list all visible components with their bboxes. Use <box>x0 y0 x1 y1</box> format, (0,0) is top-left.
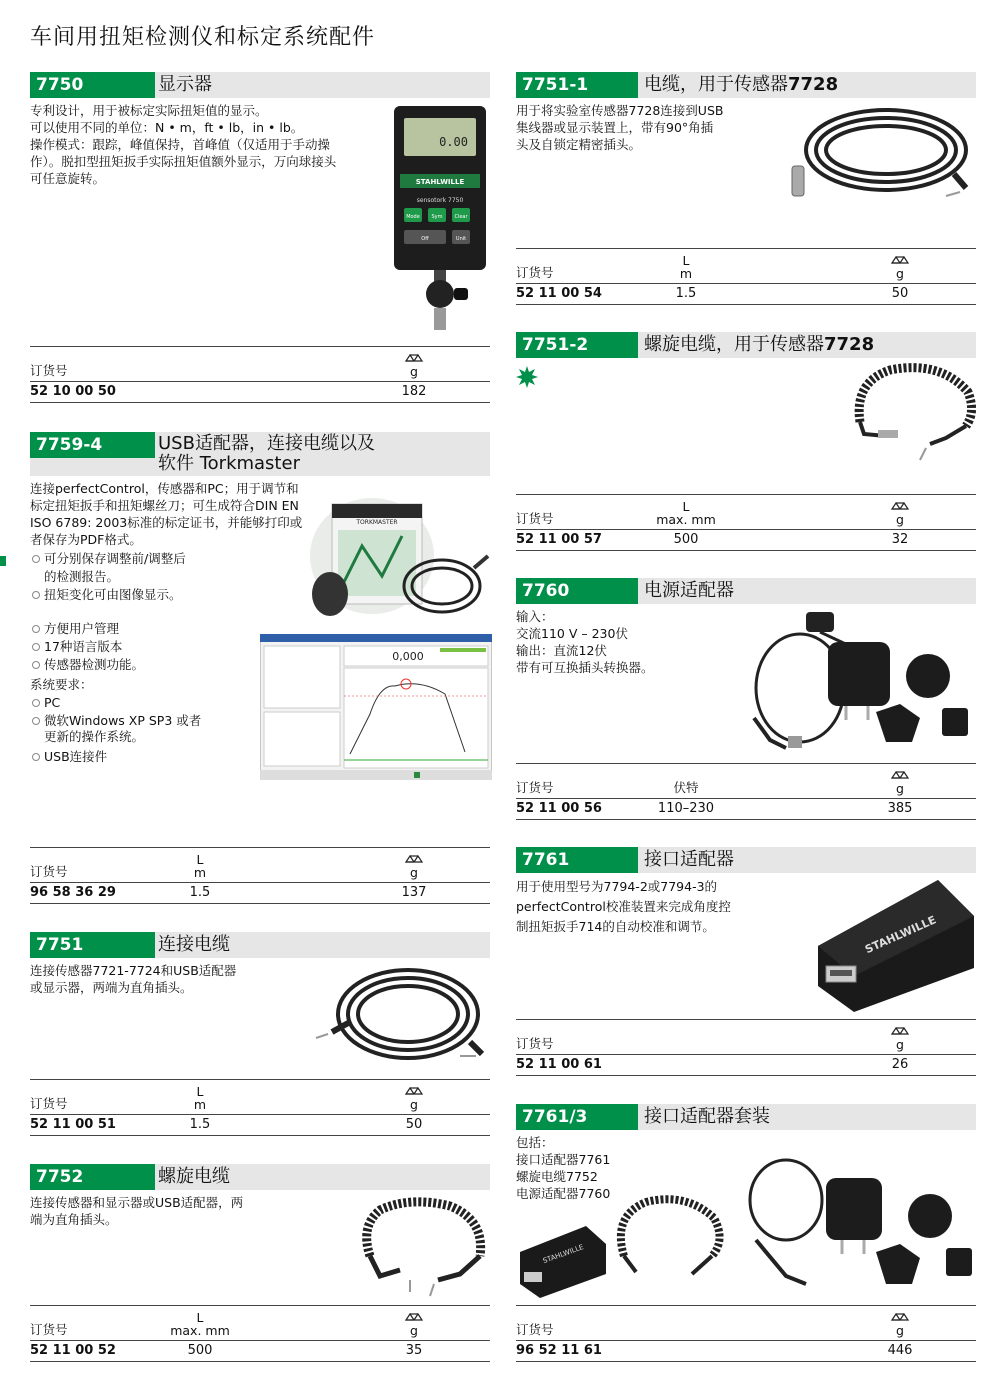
svg-text:Mode: Mode <box>406 214 420 220</box>
unit-g: g <box>896 1037 904 1052</box>
coiled-cable-image <box>350 1196 492 1304</box>
weight-value: 446 <box>887 1343 913 1358</box>
length-value: 500 <box>187 1343 213 1358</box>
product-description: 连接传感器和显示器或USB适配器，两 端为直角插头。 <box>30 1195 244 1227</box>
order-number: 52 11 00 54 <box>516 286 602 301</box>
adapter-brand: STAHLWILLE <box>863 913 939 957</box>
unit-g: g <box>896 512 904 527</box>
weight-value: 50 <box>891 286 909 301</box>
col-length-label: L <box>196 1310 204 1325</box>
new-badge-icon <box>516 366 538 392</box>
product-header <box>30 72 490 98</box>
order-number: 52 10 00 50 <box>30 384 116 399</box>
product-title: 电源适配器 <box>644 580 734 601</box>
order-table-7751-1 <box>516 248 976 305</box>
product-code: 7750 <box>30 72 155 98</box>
adapter-kit-image <box>516 1156 976 1304</box>
svg-text:TORKMASTER: TORKMASTER <box>356 519 398 526</box>
display-device-image <box>392 104 488 344</box>
order-label: 订货号 <box>30 363 68 378</box>
unit-g: g <box>410 865 418 880</box>
product-title: 电缆，用于传感器7728 <box>644 74 839 95</box>
order-number: 52 11 00 52 <box>30 1343 116 1358</box>
order-table-7752 <box>30 1305 490 1362</box>
device-model: sensotork 7750 <box>416 197 464 204</box>
unit-max-mm: max. mm <box>170 1323 230 1338</box>
product-title: 接口适配器套装 <box>644 1106 770 1127</box>
sysreq-list: PC 微软Windows XP SP3 或者 更新的操作系统。 USB连接件 <box>30 694 490 766</box>
unit-g: g <box>896 1323 904 1338</box>
length-value: 500 <box>673 532 699 547</box>
product-header <box>30 1164 490 1190</box>
product-header <box>516 578 976 604</box>
order-label: 订货号 <box>516 780 554 795</box>
product-header <box>516 332 976 358</box>
order-number: 52 11 00 61 <box>516 1057 602 1072</box>
product-title: USB适配器，连接电缆以及 软件 Torkmaster <box>158 433 375 474</box>
product-header <box>30 432 490 476</box>
order-table-7760 <box>516 763 976 820</box>
weight-value: 182 <box>401 384 427 399</box>
sensor-cable-image <box>786 104 976 218</box>
order-table-7750 <box>30 346 490 403</box>
product-title: 螺旋电缆 <box>158 1166 230 1187</box>
unit-g: g <box>410 1097 418 1112</box>
order-table-7751 <box>30 1079 490 1136</box>
svg-text:STAHLWILLE: STAHLWILLE <box>541 1243 585 1266</box>
order-table-7751-2 <box>516 494 976 551</box>
product-code: 7752 <box>30 1164 155 1190</box>
product-code: 7751-1 <box>516 72 638 98</box>
unit-max-mm: max. mm <box>656 512 716 527</box>
unit-m: m <box>679 266 693 281</box>
col-length-label: L <box>682 253 690 268</box>
col-length-label: L <box>196 852 204 867</box>
product-title: 螺旋电缆，用于传感器7728 <box>644 334 875 355</box>
col-length-label: L <box>196 1084 204 1099</box>
product-code: 7760 <box>516 578 638 604</box>
device-screen: 0.00 <box>439 135 468 149</box>
order-number: 52 11 00 56 <box>516 801 602 816</box>
order-table-7761-3 <box>516 1305 976 1362</box>
weight-value: 137 <box>401 885 427 900</box>
product-title: 连接电缆 <box>158 934 230 955</box>
product-description: 用于使用型号为7794-2或7794-3的 perfectControl校准装置来完成角度控 制扭矩扳手714的自动校准和调节。 <box>516 879 731 934</box>
coiled-sensor-cable-image <box>850 362 978 470</box>
weight-value: 35 <box>405 1343 423 1358</box>
product-header <box>516 847 976 873</box>
order-label: 订货号 <box>30 1322 68 1337</box>
voltage-value: 110–230 <box>657 801 715 816</box>
length-value: 1.5 <box>675 286 697 301</box>
order-label: 订货号 <box>516 1322 554 1337</box>
product-description: 连接传感器7721-7724和USB适配器 或显示器，两端为直角插头。 <box>30 963 237 995</box>
order-label: 订货号 <box>30 864 68 879</box>
svg-text:0,000: 0,000 <box>392 650 424 663</box>
device-brand: STAHLWILLE <box>415 178 465 186</box>
order-number: 52 11 00 51 <box>30 1117 116 1132</box>
product-header <box>516 72 976 98</box>
order-label: 订货号 <box>30 1096 68 1111</box>
usb-kit-image <box>302 486 492 630</box>
product-description: 包括： 接口适配器7761 螺旋电缆7752 电源适配器7760 <box>516 1135 611 1201</box>
product-header <box>30 932 490 958</box>
unit-g: g <box>896 266 904 281</box>
product-description: 用于将实验室传感器7728连接到USB 集线器或显示装置上，带有90°角插 头及自锁定精密插头。 <box>516 103 724 152</box>
feature-list-2: 方便用户管理 17种语言版本 传感器检测功能。 <box>30 620 490 674</box>
length-value: 1.5 <box>189 885 211 900</box>
order-number: 52 11 00 57 <box>516 532 602 547</box>
product-description: 连接perfectControl，传感器和PC；用于调节和 标定扭矩扳手和扭矩螺丝刀；可生成符合DIN EN ISO 6789: 2003标准的标定证书，并能够打印或 者保存为PDF格式。 <box>30 481 303 547</box>
unit-g: g <box>410 364 418 379</box>
product-code: 7761 <box>516 847 638 873</box>
product-title: 显示器 <box>158 74 212 95</box>
order-table-7761 <box>516 1019 976 1076</box>
software-screenshot <box>260 634 492 784</box>
order-label: 订货号 <box>516 265 554 280</box>
product-code: 7759-4 <box>30 432 155 458</box>
page-title: 车间用扭矩检测仪和标定系统配件 <box>30 25 376 50</box>
weight-value: 50 <box>405 1117 423 1132</box>
interface-adapter-image <box>812 876 978 1020</box>
col-length-label: L <box>682 499 690 514</box>
product-code: 7761/3 <box>516 1104 638 1130</box>
product-description: 专利设计，用于被标定实际扭矩值的显示。 可以使用不同的单位：N • m，ft • lb，in • lb。 操作模式：跟踪，峰值保持，首峰值（仅适用于手动操 作）。脱扣型扭矩扳手实际扭矩值额外显示，万向球接头 可任意旋转。 <box>30 103 337 186</box>
col-voltage-label: 伏特 <box>673 780 699 795</box>
cable-image <box>310 962 490 1076</box>
length-value: 1.5 <box>189 1117 211 1132</box>
product-description: 输入： 交流110 V – 230伏 输出：直流12伏 带有可互换插头转换器。 <box>516 609 654 675</box>
svg-text:Off: Off <box>421 236 429 242</box>
svg-text:Unit: Unit <box>455 236 467 242</box>
weight-value: 385 <box>887 801 913 816</box>
page-edge-marker <box>0 556 6 566</box>
product-title: 接口适配器 <box>644 849 734 870</box>
order-label: 订货号 <box>516 511 554 526</box>
order-number: 96 58 36 29 <box>30 885 116 900</box>
order-table-7759-4 <box>30 847 490 904</box>
weight-value: 26 <box>891 1057 909 1072</box>
unit-g: g <box>410 1323 418 1338</box>
product-code: 7751 <box>30 932 155 958</box>
product-7751-2 <box>516 332 976 358</box>
product-code: 7751-2 <box>516 332 638 358</box>
svg-text:Sym: Sym <box>431 214 443 220</box>
unit-m: m <box>193 1097 207 1112</box>
unit-g: g <box>896 781 904 796</box>
feature-list-1: 可分别保存调整前/调整后 的检测报告。 扭矩变化可由图像显示。 <box>30 550 490 604</box>
sysreq-label: 系统要求： <box>30 677 93 692</box>
svg-text:Clear: Clear <box>454 214 468 220</box>
order-label: 订货号 <box>516 1036 554 1051</box>
power-adapter-image <box>750 608 976 758</box>
weight-value: 32 <box>891 532 909 547</box>
product-header <box>516 1104 976 1130</box>
unit-m: m <box>193 865 207 880</box>
order-number: 96 52 11 61 <box>516 1343 602 1358</box>
